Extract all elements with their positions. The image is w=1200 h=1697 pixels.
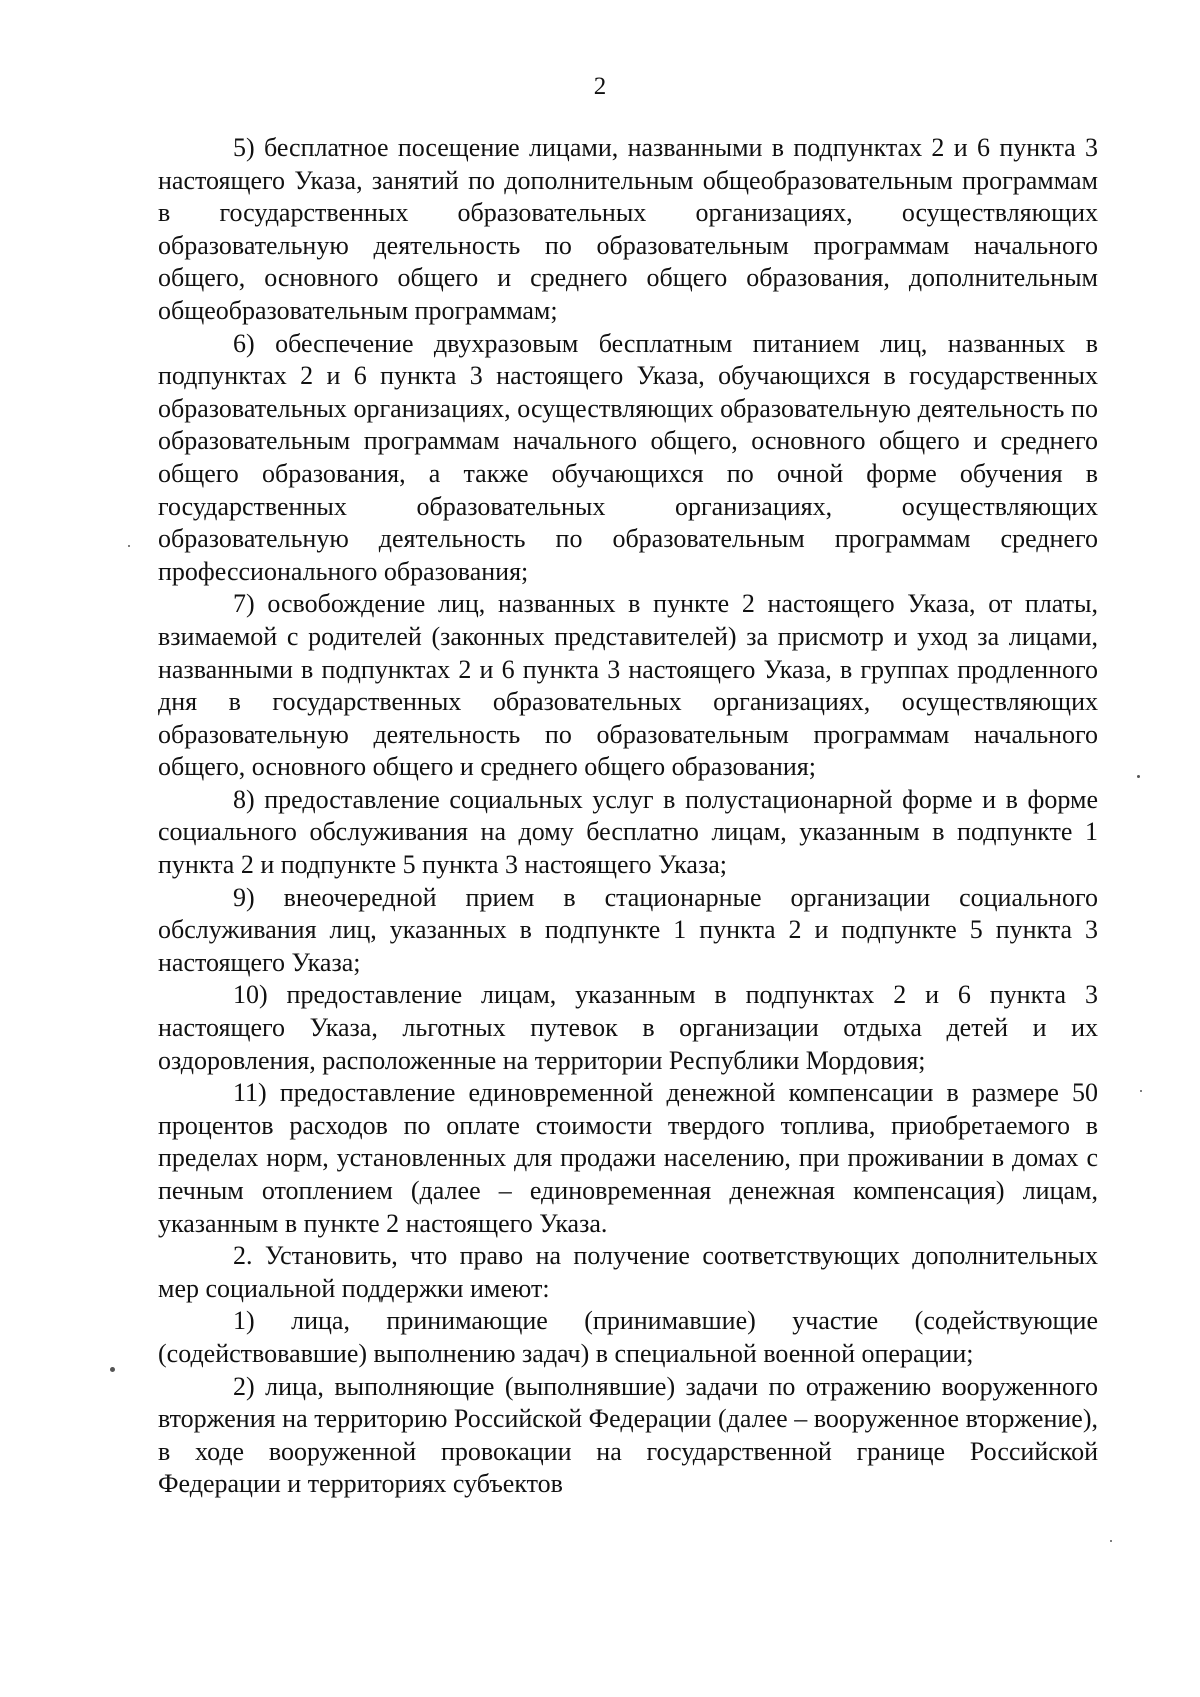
scan-speck bbox=[110, 1367, 115, 1372]
paragraph-item-5: 5) бесплатное посещение лицами, названными в подпунктах 2 и 6 пункта 3 настоящего Указа, занятий по дополнительным общеобразовательным программам в государственных образовательных организациях, осуществляющих образовательную деятельность по образовательным программам начального общего, основного общего и среднего общего образования, дополнительным общеобразовательным программам; bbox=[158, 133, 1098, 325]
paragraph-item-8: 8) предоставление социальных услуг в полустационарной форме и в форме социального обслуживания на дому бесплатно лицам, указанным в подпункте 1 пункта 2 и подпункте 5 пункта 3 настоящего Указа; bbox=[158, 784, 1098, 880]
document-body bbox=[158, 132, 1098, 1501]
paragraph-subitem-2: 2) лица, выполняющие (выполнявшие) задачи по отражению вооруженного вторжения на территорию Российской Федерации (далее – вооруженное вторжение), в ходе вооруженной провокации на государственной границе Российской Федерации и территориях субъектов bbox=[158, 1371, 1098, 1499]
scan-speck bbox=[128, 545, 130, 547]
paragraph-item-6: 6) обеспечение двухразовым бесплатным питанием лиц, названных в подпунктах 2 и 6 пункта 3 настоящего Указа, обучающихся в государственных образовательных организациях, осуществляющих образовательную деятельность по образовательным программам начального общего, основного общего и среднего общего образования, а также обучающихся по очной форме обучения в государственных образовательных организациях, осуществляющих образовательную деятельность по образовательным программам среднего профессионального образования; bbox=[158, 328, 1098, 586]
scan-speck bbox=[1140, 1090, 1142, 1092]
scan-speck bbox=[1137, 775, 1140, 778]
page-number: 2 bbox=[593, 73, 607, 100]
scan-speck bbox=[1110, 1540, 1112, 1542]
paragraph-subitem-1: 1) лица, принимающие (принимавшие) участие (содействующие (содействовавшие) выполнению задач) в специальной военной операции; bbox=[158, 1306, 1098, 1368]
paragraph-item-7: 7) освобождение лиц, названных в пункте 2 настоящего Указа, от платы, взимаемой с родителей (законных представителей) за присмотр и уход за лицами, названными в подпунктах 2 и 6 пункта 3 настоящего Указа, в группах продленного дня в государственных образовательных организациях, осуществляющих образовательную деятельность по образовательным программам начального общего, основного общего и среднего общего образования; bbox=[158, 589, 1098, 782]
paragraph-item-9: 9) внеочередной прием в стационарные организации социального обслуживания лиц, указанных в подпункте 1 пункта 2 и подпункте 5 пункта 3 настоящего Указа; bbox=[158, 882, 1098, 977]
paragraph-clause-2: 2. Установить, что право на получение соответствующих дополнительных мер социальной поддержки имеют: bbox=[158, 1241, 1098, 1303]
paragraph-item-10: 10) предоставление лицам, указанным в подпунктах 2 и 6 пункта 3 настоящего Указа, льготных путевок в организации отдыха детей и их оздоровления, расположенные на территории Республики Мордовия; bbox=[158, 980, 1098, 1075]
paragraph-item-11: 11) предоставление единовременной денежной компенсации в размере 50 процентов расходов по оплате стоимости твердого топлива, приобретаемого в пределах норм, установленных для продажи населению, при проживании в домах с печным отоплением (далее – единовременная денежная компенсация) лицам, указанным в пункте 2 настоящего Указа. bbox=[158, 1078, 1098, 1238]
